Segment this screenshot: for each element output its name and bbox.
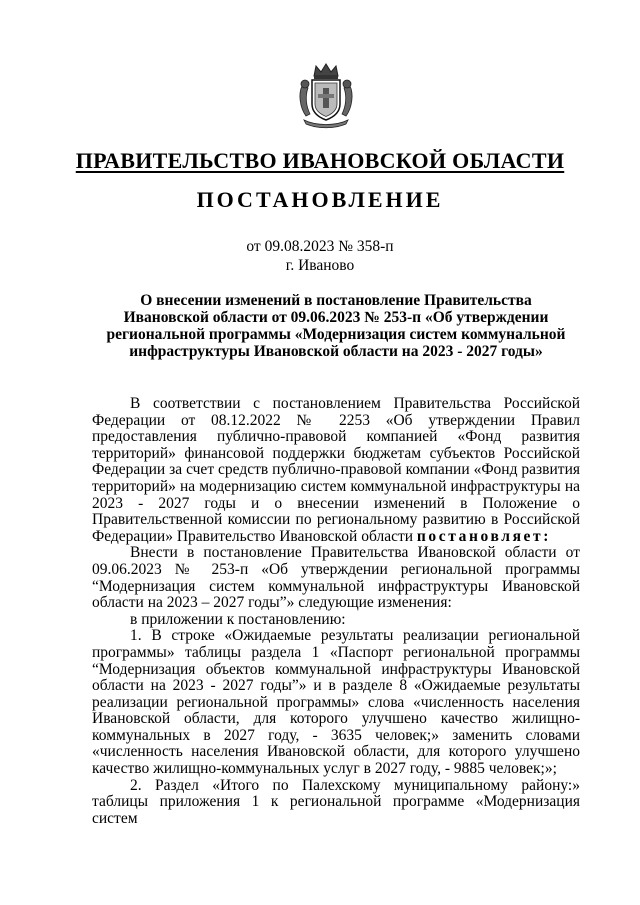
paragraph-preamble	[92, 396, 580, 545]
coat-of-arms-icon	[296, 60, 356, 130]
document-title: О внесении изменений в постановление Правительства Ивановской области от 09.06.2023 № 253-п «Об утверждении региональной программы «Модернизация систем коммунальной инфраструктуры Ивановской области на 2023 - 2027 годы»	[106, 292, 566, 360]
document-city: г. Иваново	[285, 257, 355, 274]
resolves-keyword: постановляет:	[416, 527, 552, 545]
document-type: ПОСТАНОВЛЕНИЕ	[196, 187, 444, 212]
document-body	[92, 396, 580, 827]
document-date-number: от 09.08.2023 № 358-п	[246, 238, 394, 255]
paragraph-annex: в приложении к постановлению:	[130, 610, 346, 628]
preamble-text: В соответствии с постановлением Правительства Российской Федерации от 08.12.2022 № 2253 «Об утверждении Правил предоставления публично-правовой компанией «Фонд развития территорий» финансовой поддержки бюджетам субъектов Российской Федерации за счет средств публично-правовой компании «Фонд развития территорий» на модернизацию систем коммунальной инфраструктуры на 2023 - 2027 годы и о внесении изменений в Положение о Правительственной комиссии по региональному развитию в Российской Федерации» Правительство Ивановской области	[92, 395, 580, 545]
paragraph-amend: Внести в постановление Правительства Ивановской области от 09.06.2023 № 253-п «Об утверждении региональной программы “Модернизация систем коммунальной инфраструктуры Ивановской области на 2023 – 2027 годы”» следующие изменения:	[92, 544, 580, 612]
paragraph-item-2: 2. Раздел «Итого по Палехскому муниципальному району:» таблицы приложения 1 к региональной программе «Модернизация систем	[92, 776, 580, 827]
organization-name: ПРАВИТЕЛЬСТВО ИВАНОВСКОЙ ОБЛАСТИ	[75, 148, 565, 173]
paragraph-item-1: 1. В строке «Ожидаемые результаты реализации региональной программы» таблицы раздела 1 «Паспорт региональной программы “Модернизация объектов коммунальной инфраструктуры Ивановской области на 2023 - 2027 годы”» и в разделе 8 «Ожидаемые результаты реализации региональной программы» слова «численность населения Ивановской области, для которого улучшено качество жилищно-коммунальных в 2027 году, - 3635 человек;» заменить словами «численность населения Ивановской области, для которого улучшено качество жилищно-коммунальных услуг в 2027 году, - 9885 человек;»;	[92, 627, 580, 778]
